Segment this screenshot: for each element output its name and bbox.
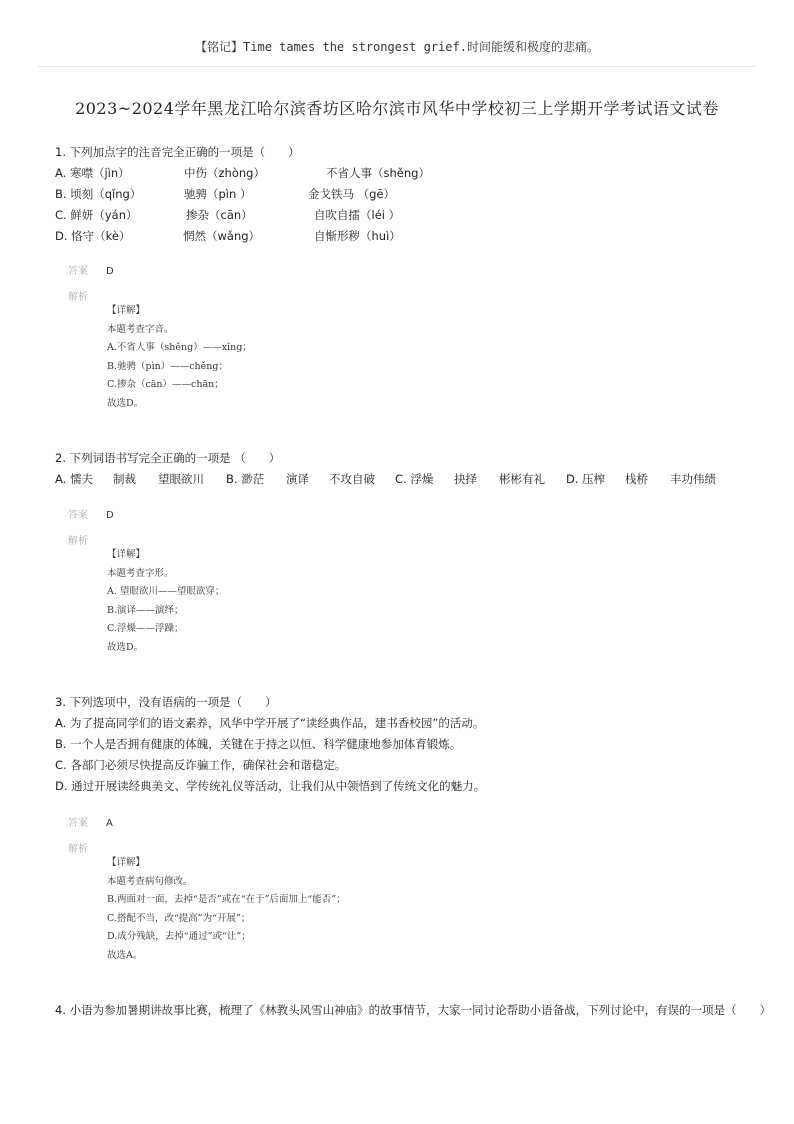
q1-b-1: B. 顷刻（qǐng） bbox=[55, 187, 142, 201]
answer-label: 答案 bbox=[68, 510, 88, 521]
q3-option-c: C. 各部门必须尽快提高反诈骗工作，确保社会和谐稳定。 bbox=[55, 758, 347, 772]
q3-option-b: B. 一个人是否拥有健康的体魄，关键在于持之以恒、科学健康地参加体育锻炼。 bbox=[55, 737, 462, 751]
detail-line: 【详解】 bbox=[107, 857, 146, 868]
question-3-stem: 3. 下列选项中，没有语病的一项是（ ） bbox=[55, 695, 277, 709]
q1-c-3: 自吹自擂（léi ） bbox=[314, 208, 401, 222]
detail-line: 故选A。 bbox=[107, 949, 143, 961]
question-4 bbox=[55, 1000, 771, 1021]
q1-option-row-d bbox=[55, 226, 430, 247]
q2-option-item: 栈桥 bbox=[625, 472, 648, 486]
q2-option-item: 彬彬有礼 bbox=[499, 472, 545, 486]
analysis-label: 解析 bbox=[68, 844, 88, 855]
q1-c-1: C. 鲜妍（yán） bbox=[55, 208, 138, 222]
q2-options bbox=[55, 469, 716, 490]
detail-line: 【详解】 bbox=[107, 305, 146, 316]
detail-line: B.驰骋（pìn）——chěng； bbox=[107, 360, 228, 372]
detail-line: A. 望眼欲川——望眼欲穿； bbox=[107, 586, 225, 597]
q3-answer-row bbox=[68, 814, 113, 829]
q1-b-3: 金戈铁马 （gē） bbox=[308, 187, 396, 201]
answer-label: 答案 bbox=[68, 266, 88, 277]
q1-d-3: 自惭形秽（huì） bbox=[314, 229, 401, 243]
q1-a-2: 中伤（zhòng） bbox=[184, 166, 265, 180]
q2-detail bbox=[107, 546, 224, 657]
q1-a-1: A. 寒噤（jìn） bbox=[55, 166, 130, 180]
question-2 bbox=[55, 448, 716, 490]
q2-option-item: 抉择 bbox=[454, 472, 477, 486]
q2-option-item: 制裁 bbox=[113, 472, 136, 486]
header-divider bbox=[38, 66, 756, 67]
q2-option-item: 丰功伟绩 bbox=[670, 472, 716, 486]
q3-answer: A bbox=[106, 818, 113, 829]
q2-option-item: A. 懦夫 bbox=[55, 472, 93, 486]
q1-a-3: 不省人事（shěng） bbox=[326, 166, 430, 180]
detail-line: B.两面对一面，去掉“是否”或在“在于”后面加上“能否”； bbox=[107, 894, 346, 905]
q2-option-item: 不攻自破 bbox=[329, 472, 375, 486]
question-1 bbox=[55, 142, 430, 247]
detail-line: C.搭配不当，改“提高”为“开展”； bbox=[107, 912, 251, 924]
analysis-label: 解析 bbox=[68, 292, 88, 303]
q3-analysis-row bbox=[68, 840, 106, 855]
q1-d-1: D. 恪守（kè） bbox=[55, 229, 131, 243]
page-title: 2023~2024学年黑龙江哈尔滨香坊区哈尔滨市风华中学校初三上学期开学考试语文试卷 bbox=[75, 99, 719, 118]
detail-line: 【详解】 bbox=[107, 549, 146, 560]
answer-label: 答案 bbox=[68, 818, 88, 829]
q1-b-2: 驰骋（pìn ） bbox=[184, 187, 252, 201]
q3-option-a: A. 为了提高同学们的语文素养，风华中学开展了“读经典作品，建书香校园”的活动。 bbox=[55, 716, 485, 730]
q2-option-item: 望眼欲川 bbox=[158, 472, 204, 486]
detail-line: 本题考查病句修改。 bbox=[107, 875, 193, 887]
q2-option-item: C. 浮燥 bbox=[395, 472, 434, 486]
q3-detail bbox=[107, 854, 346, 965]
q2-option-item: 演译 bbox=[286, 472, 309, 486]
detail-line: B.演译——演绎； bbox=[107, 604, 184, 616]
detail-line: 本题考查字音。 bbox=[107, 323, 174, 335]
motto: 【铭记】Time tames the strongest grief.时间能缓和极度的悲痛。 bbox=[195, 40, 599, 54]
detail-line: 故选D。 bbox=[107, 397, 144, 409]
question-3 bbox=[55, 692, 485, 797]
detail-line: D.成分残缺，去掉“通过”或“让”； bbox=[107, 931, 251, 942]
detail-line: A.不省人事（shěng）——xǐng； bbox=[107, 342, 252, 353]
q1-answer-row bbox=[68, 262, 114, 277]
detail-line: 本题考查字形。 bbox=[107, 567, 174, 579]
q1-d-2: 惘然（wǎng） bbox=[183, 229, 261, 243]
q1-option-row-a bbox=[55, 163, 430, 184]
q3-option-d: D. 通过开展读经典美文、学传统礼仪等活动，让我们从中领悟到了传统文化的魅力。 bbox=[55, 779, 486, 793]
q1-analysis-row bbox=[68, 288, 106, 303]
detail-line: C.浮燥——浮躁； bbox=[107, 623, 184, 634]
question-2-stem: 2. 下列词语书写完全正确的一项是 （ ） bbox=[55, 451, 281, 465]
detail-line: C.掺杂（cān）——chān； bbox=[107, 379, 224, 390]
q1-option-row-b bbox=[55, 184, 430, 205]
q2-answer: D bbox=[106, 510, 114, 521]
analysis-label: 解析 bbox=[68, 536, 88, 547]
q2-option-item: B. 渺茫 bbox=[226, 472, 265, 486]
question-1-stem: 1. 下列加点字的注音完全正确的一项是（ ） bbox=[55, 145, 300, 159]
q1-option-row-c bbox=[55, 205, 430, 226]
q2-answer-row bbox=[68, 506, 114, 521]
q1-detail bbox=[107, 302, 252, 413]
q2-option-item: D. 压榨 bbox=[566, 472, 606, 486]
q1-answer: D bbox=[106, 266, 114, 277]
q2-analysis-row bbox=[68, 532, 106, 547]
q1-c-2: 掺杂（cān） bbox=[186, 208, 253, 222]
detail-line: 故选D。 bbox=[107, 641, 144, 653]
question-4-stem: 4. 小语为参加暑期讲故事比赛，梳理了《林教头风雪山神庙》的故事情节，大家一同讨论帮助小语备战，下列讨论中，有误的一项是（ ） bbox=[55, 1003, 772, 1017]
